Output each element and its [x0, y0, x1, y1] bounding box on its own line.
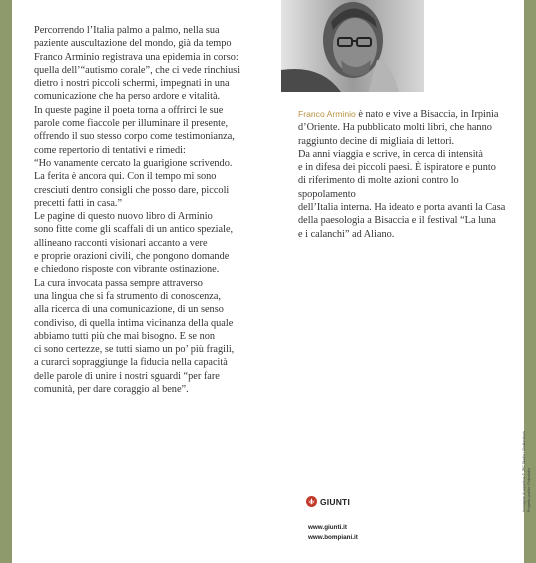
author-bio-text: è nato e vive a Bisaccia, in Irpinia d’Oriente. Ha pubblicato molti libri, che hanno raggiunto decine di migliaia di lettori. Da anni viaggia e scrive, in cerca di intensità e in difesa dei piccoli paesi. È ispiratore e punto di riferimento di molte azioni contro lo spopolamento dell’Italia interna. Ha ideato e porta avanti la Casa della paesologia a Bisaccia e il festival “La luna e i calanchi” ad Aliano. [298, 109, 506, 240]
publisher-websites [308, 523, 358, 542]
blurb-text: Percorrendo l’Italia palmo a palmo, nella sua paziente auscultazione del mondo, già da tempo Franco Arminio registrava una epidemia in corso: quella dell’“autismo corale”, che ci vede rinchiusi dietro i nostri piccoli schermi, impegnati in una comunicazione che ha perso ardore e vitalità. In queste pagine il poeta torna a offrirci le sue parole come fiaccole per illuminare il presente, offrendo il suo stesso corpo come testimonianza, come repertorio di tentativi e rimedi: “Ho vanamente cercato la guarigione scrivendo. La ferita è ancora qui. Con il tempo mi sono cresciuti dentro consigli che posso dare, piccoli precetti fatti in casa.” Le pagine di questo nuovo libro di Arminio sono fitte come gli scaffali di un antico speziale, allineano racconti visionari accanto a vere e proprie orazioni civili, che pongono domande e chiedono risposte con vibrante ostinazione. La cura invocata passa sempre attraverso una lingua che si fa strumento di conoscenza, alla ricerca di una comunicazione, di un senso condiviso, di quella intima vicinanza della quale abbiamo tutti più che mai bisogno. E se non ci sono certezze, se tutti siamo un po’ più fragili, a curarci sopraggiunge la fiducia nella capacità delle parole di unire i nostri sguardi “per fare comunità, per dare coraggio al bene”. [34, 25, 241, 396]
website-link-giunti[interactable]: www.giunti.it [308, 524, 347, 531]
giunti-lily-icon [306, 496, 317, 507]
author-photo [281, 0, 424, 92]
website-link-bompiani[interactable]: www.bompiani.it [308, 533, 358, 541]
author-name: Franco Arminio [298, 109, 356, 119]
publisher-name: GIUNTI [320, 496, 351, 507]
publisher-logo [306, 496, 350, 507]
author-bio [298, 108, 508, 241]
author-portrait-image [281, 0, 424, 92]
image-credits [522, 431, 531, 512]
credit-cover-image: Immagine di copertina © JPC Studio / Shutterstock [522, 431, 526, 512]
back-cover-flap [12, 0, 531, 563]
credit-graphic-design: Progetto grafico: Polystudio [526, 468, 531, 512]
